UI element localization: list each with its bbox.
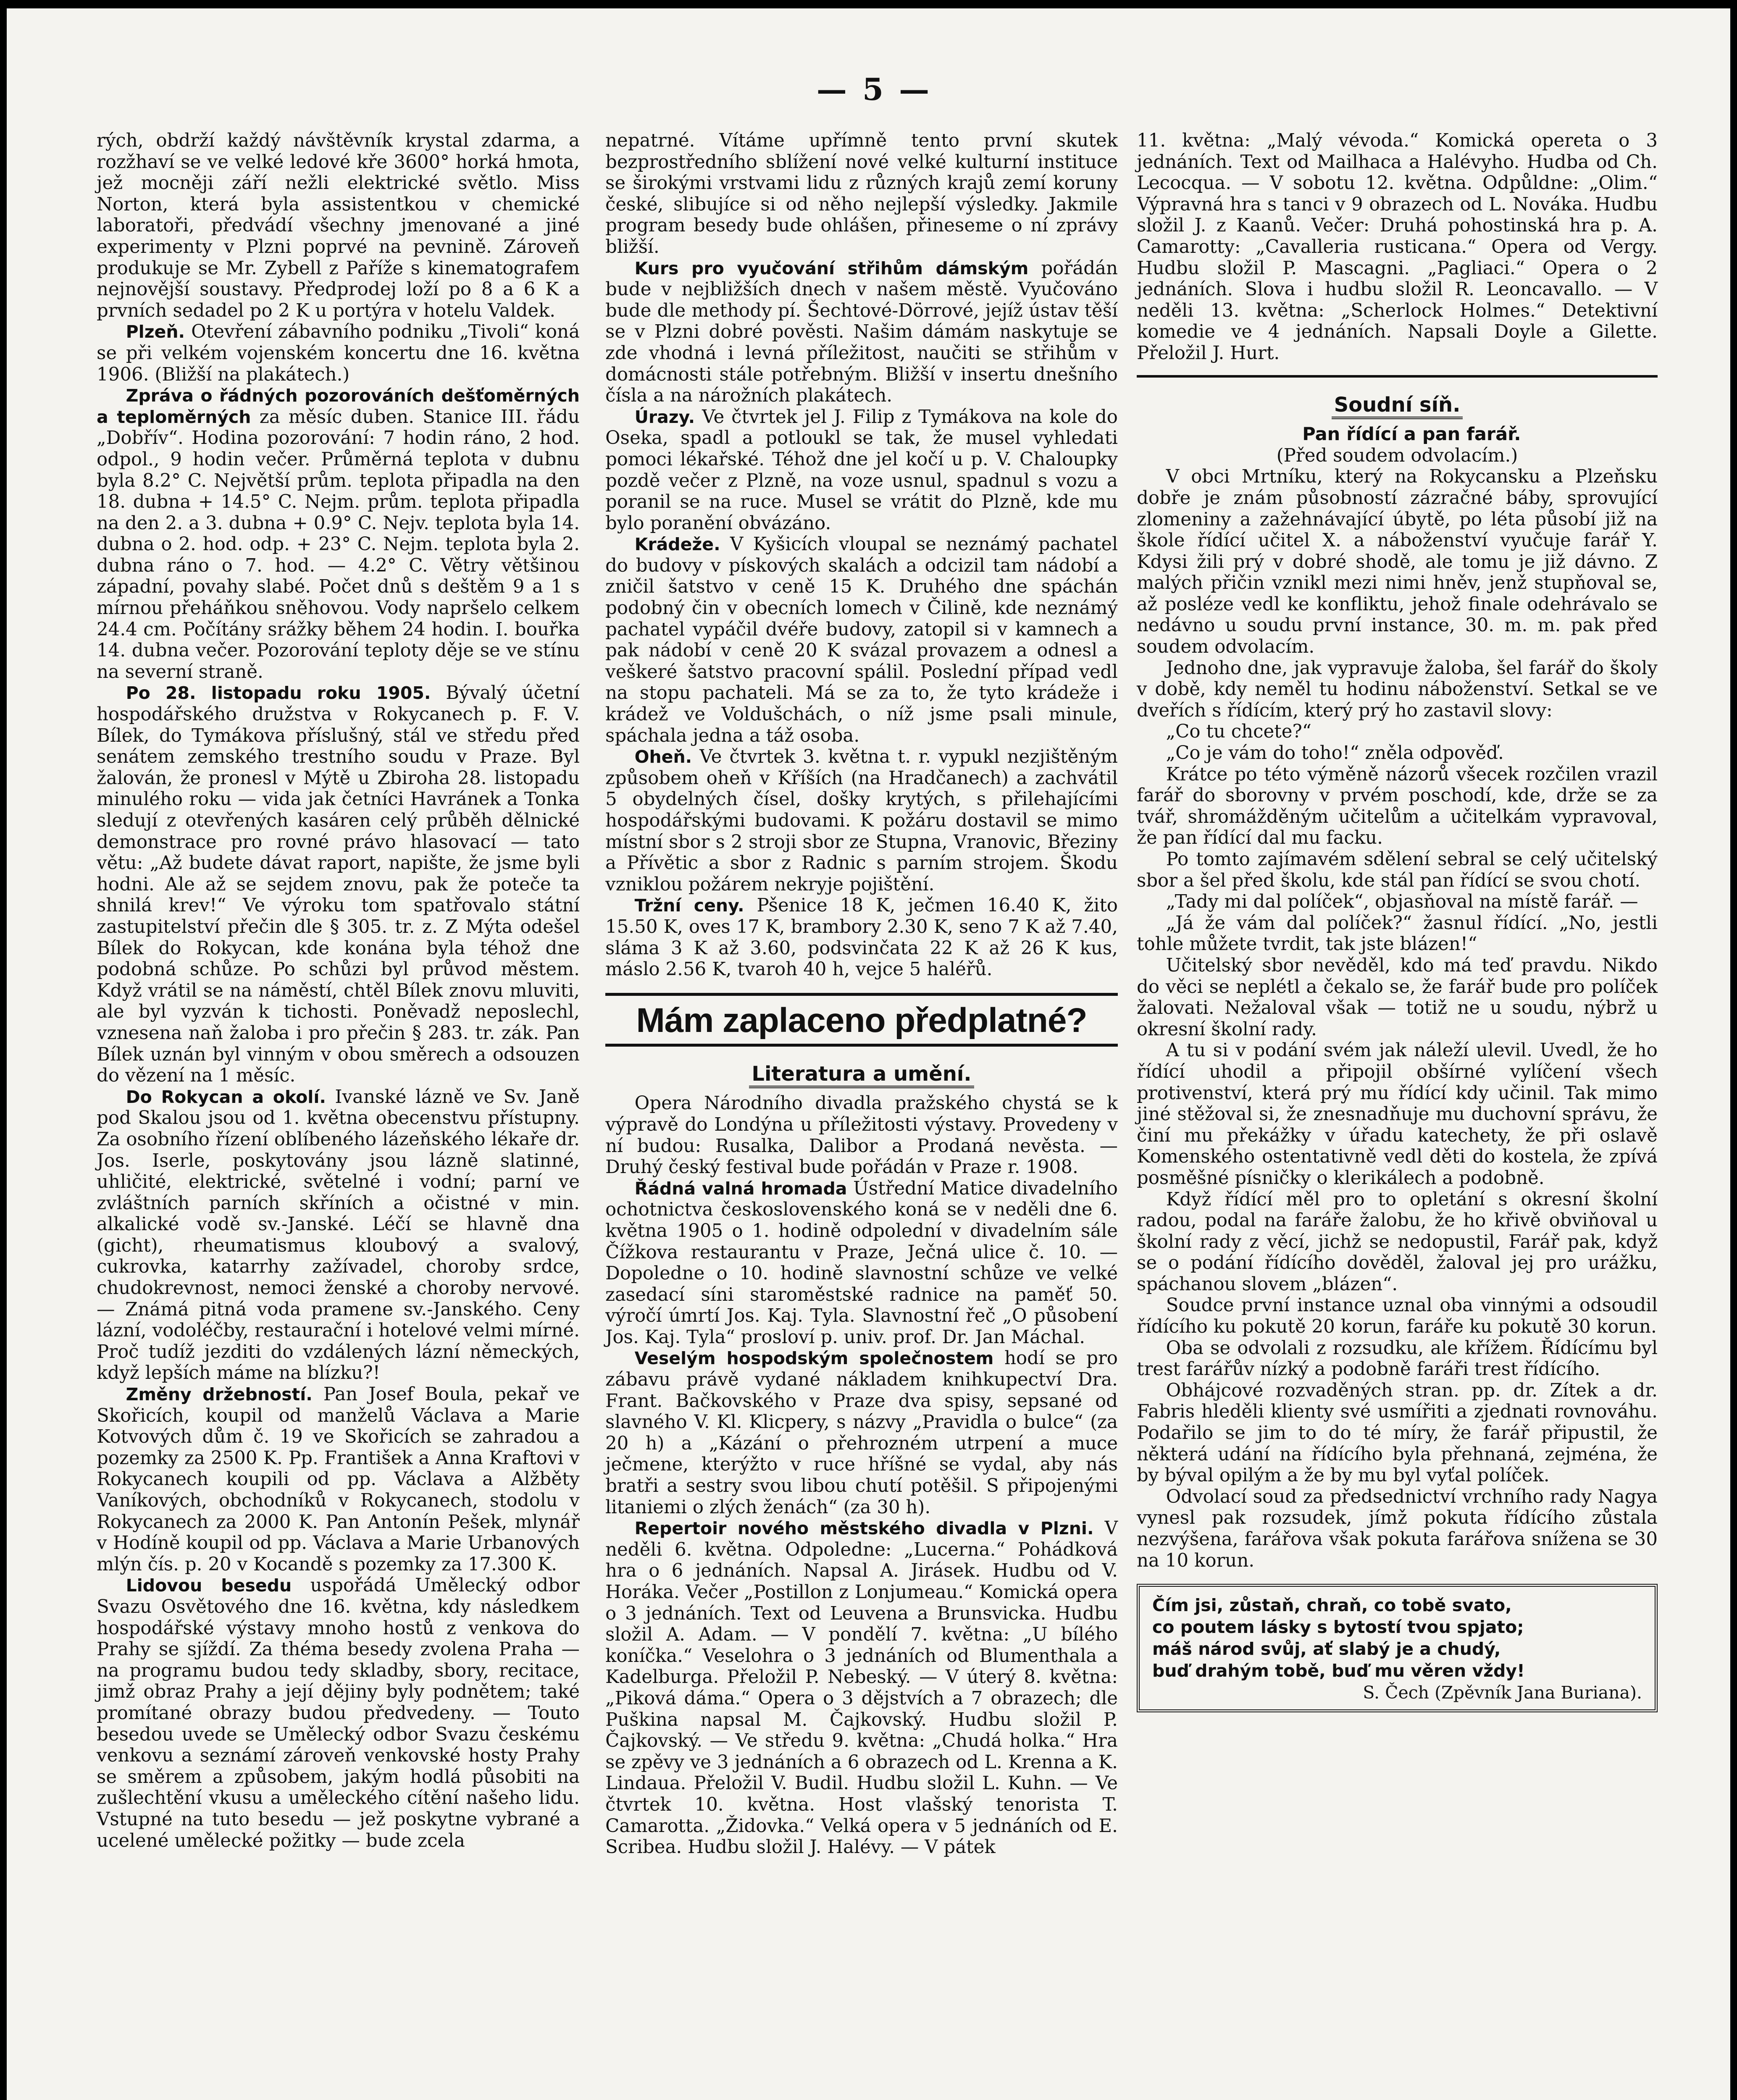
article-lead: Lidovou besedu [126, 1575, 292, 1596]
article-folk-event: Lidovou besedu uspořádá Umělecký odbor Svazu Osvětového dne 16. května, kdy následkem hospodářské výstavy mnoho hostů z venkova do Prahy se sjíždí. Za théma besedy zvolena Praha — na programu budou tedy skladby, sbory, recitace, jimž obraz Prahy a její dějiny byly podnětem; také promítané obrazy budou předvedeny. — Touto besedou uvede se Umělecký odbor Svazu českému venkovu a seznámí zároveň venkovské hosty Prahy se směrem a způsobem, jakým hodlá působiti na zušlechtění vkusu a uměleckého cítění našeho lidu. Vstupné na tuto besedu — jež poskytne vybrané a ucelené umělecké požitky — bude zcela [97, 1575, 580, 1851]
court-paragraph: Jednoho dne, jak vypravuje žaloba, šel farář do školy v době, kdy neměl tu hodinu náboženství. Setkal se ve dveřích s řídícím, který prý ho zastavil slovy: [1137, 657, 1658, 721]
court-paragraph: Po tomto zajímavém sdělení sebral se celý učitelský sbor a šel před školu, kde stál pan řídící se svou chotí. [1137, 849, 1658, 891]
article-property-changes: Změny držebností. Pan Josef Boula, pekař ve Skořicích, koupil od manželů Václava a Marie Kotvových dům č. 19 ve Skořicích se zahradou a pozemky za 2500 K. Pp. František a Anna Kraftovi v Rokycanech koupili od pp. Václava a Alžběty Vaníkových, obchodníků v Rokycanech, stodolu v Rokycanech za 2000 K. Pan Antonín Pešek, mlynář v Hodíně koupil od pp. Václava a Marie Urbanových mlýn čís. p. 20 v Kocandě s pozemky za 17.300 K. [97, 1384, 580, 1575]
court-paragraph: Soudce první instance uznal oba vinnými a odsoudil řídícího ku pokutě 20 korun, faráře ku pokutě 30 korun. [1137, 1295, 1658, 1338]
article-lead: Úrazy. [634, 407, 695, 427]
court-article-subtitle: (Před soudem odvolacím.) [1276, 445, 1518, 466]
article-lead: Oheň. [634, 747, 692, 767]
article-lead: Repertoir nového městského divadla v Plzni. [634, 1518, 1094, 1539]
article-lead: Kurs pro vyučování střihům dámským [634, 258, 1029, 278]
column-1 [97, 130, 580, 1851]
court-paragraph: Oba se odvolali z rozsudku, ale křížem. Řídícímu byl trest farářův nízký a podobně faráři trest řídícího. [1137, 1337, 1658, 1380]
court-section-title: Soudní síň. [1137, 394, 1658, 416]
article-sewing-course: Kurs pro vyučování střihům dámským pořádán bude v nejbližších dnech v našem městě. Vyučováno bude dle methody pí. Šechtové-Dörrové, jejíž ústav těší se v Plzni dobré pověsti. Našim dámám naskytuje se zde vhodná i levná příležitost, naučiti se střihům v domácnosti stále potřebným. Bližší v insertu dnešního čísla a na nárožních plakátech. [605, 257, 1118, 407]
page-number: — 5 — [816, 71, 932, 107]
article-opera-london: Opera Národního divadla pražského chystá se k výpravě do Londýna u příležitosti výstavy. Provedeny v ní budou: Rusalka, Dalibor a Prodaná nevěsta. — Druhý český festival bude pořádán v Praze r. 1908. [605, 1093, 1118, 1178]
article-lead: Tržní ceny. [634, 895, 744, 916]
court-paragraph: Odvolací soud za předsednictví vrchního rady Nagya vynesl pak rozsudek, jímž pokuta řídícího zůstala nezvýšena, farářova však pokuta farářova snížena se 30 na 10 korun. [1137, 1486, 1658, 1571]
court-paragraph: „Tady mi dal políček“, objasňoval na místě farář. — [1166, 891, 1638, 913]
court-article-title: Pan řídící a pan farář. [1302, 424, 1521, 445]
court-paragraph: „Já že vám dal políček?“ žasnul řídící. „No, jestli tohle můžete tvrdit, tak jste blázen!“ [1137, 912, 1658, 955]
court-paragraph: A tu si v podání svém jak náleží ulevil. Uvedl, že ho řídící uhodil a připojil obšírné vylíčení všech protivenství, která prý mu řídící kdy učinil. Tak mimo jiné stěžoval si, že znesnadňuje mu duchovní správu, že činí mu překážky v úřadu katechety, že při oslavě Komenského ostentativně vedl děti do kostela, že zpívá posměšné písničky o klerikálech a podobně. [1137, 1040, 1658, 1189]
literature-section-title: Literatura a umění. [605, 1063, 1118, 1085]
article-lead: Do Rokycan a okolí. [126, 1087, 326, 1107]
court-paragraph: „Co tu chcete?“ [1166, 721, 1312, 743]
court-paragraph: Když řídící měl pro to opletání s okresní školní radou, podal na faráře žalobu, že ho křivě obviňoval u školní rady z věcí, jichž se nedopustil, Farář pak, když se o podání řídícího dověděl, žaloval jej pro urážku, spáchanou slovem „blázen“. [1137, 1189, 1658, 1295]
article-folk-event-cont: nepatrné. Vítáme upřímně tento první skutek bezprostředního sblížení nové velké kulturní instituce se širokými vrstvami lidu z různých krajů zemí koruny české, slibujíce si od něho nejlepší výsledky. Jakmile program besedy bude ohlášen, přineseme o ní zprávy bližší. [605, 130, 1118, 257]
court-paragraph: V obci Mrtníku, který na Rokycansku a Plzeňsku dobře je znám působností zázračné báby, sprovující zlomeniny a zažehnávající úbytě, po léta působí již na škole řídící učitel X. a náboženství vyučuje farář Y. Kdysi žili prý v dobré shodě, ale tomu je již dávno. Z malých přičin vznikl mezi nimi hněv, jenž stupňoval se, až posléze vedl ke konfliktu, jehož finale odehrávalo se nedávno u soudu první instance, 30. m. m. pak před soudem odvolacím. [1137, 466, 1658, 658]
article-thefts: Krádeže. V Kyšicích vloupal se neznámý pachatel do budovy v pískových skalách a odcizil tam nádobí a zničil šatstvo v ceně 15 K. Druhého dne spáchán podobný čin v obecních lomech v Čilině, kde neznámý pachatel vypáčil dvéře budovy, zatopil si v kamnech a pak nádobí v ceně 20 K svázal provazem a odnesl a veškeré šatstvo pracovní spálil. Poslední případ vedl na stopu pachateli. Má se za to, že tyto krádeže i krádež ve Voldušchách, o níž jsme psali minule, spáchala jedna a táž osoba. [605, 534, 1118, 746]
article-general-meeting: Řádná valná hromada Ústřední Matice divadelního ochotnictva československého koná se v neděli dne 6. května 1905 o 1. hodině odpolední v divadelním sále Čížkova restaurantu v Praze, Ječná ulice č. 10. — Dopoledne o 10. hodině slavnostní schůze ve velké zasedací síni staroměstské radnice na paměť 50. výročí úmrtí Jos. Kaj. Tyla. Slavnostní řeč „O působení Jos. Kaj. Tyla“ prosloví p. univ. prof. Dr. Jan Máchal. [605, 1178, 1118, 1348]
article-crystal-show: rých, obdrží každý návštěvník krystal zdarma, a rozžhaví se ve velké ledové kře 3600° horká hmota, jež mocněji září nežli elektrické světlo. Miss Norton, která byla assistentkou v chemické laboratoři, předvádí všechny jmenované a jiné experimenty v Plzni poprvé na pevnině. Zároveň produkuje se Mr. Zybell z Paříže s kinematografem nejnovější soustavy. Předprodej loží po 8 a 6 K a prvních sedadel po 2 K u portýra v hotelu Valdek. [97, 130, 580, 321]
article-klicpera-books: Veselým hospodským společnostem hodí se pro zábavu právě vydané nákladem knihkupectví Dra. Frant. Bačkovského v Praze dva spisy, sepsané od slavného V. Kl. Klicpery, s názvy „Pravidla o bulce“ (za 20 h) a „Kázání o přehrozném utrpení a muce ječmene, kterýžto v ruce hříšné se vydal, aby nás bratři a sestry svou libou chutí potěšil. S připojenými litaniemi o zlých ženách“ (za 30 h). [605, 1348, 1118, 1518]
article-fire: Oheň. Ve čtvrtek 3. května t. r. vypukl nezjištěným způsobem oheň v Kříších (na Hradčanech) a zachvátil 5 obydelných čísel, došky krytých, s přilehajícími hospodářskými budovami. K požáru dostavil se mimo místní sbor s 2 stroji sbor ze Stupna, Vranovic, Březiny a Přívětic a sbor z Radnic s parním strojem. Škodu vzniklou požárem nekryje pojištění. [605, 746, 1118, 895]
poem-line: Čím jsi, zůstaň, chraň, co tobě svato, [1152, 1595, 1512, 1616]
subscription-banner: Mám zaplaceno předplatné? [605, 993, 1118, 1047]
court-paragraph: Obhájcové rozvaděných stran. pp. dr. Zítek a dr. Fabris hleděli klienty své usmířiti a zjednati rovnováhu. Podařilo se jim to do té míry, že farář připustil, že některá udání na řídícího byla přehnaná, zejména, že by býval opilým a že by mu byl vyťal políček. [1137, 1380, 1658, 1486]
article-lead: Řádná valná hromada [634, 1178, 847, 1199]
court-paragraph: „Co je vám do toho!“ zněla odpověď. [1166, 743, 1504, 764]
article-lead: Změny držebností. [126, 1384, 313, 1405]
poem-line: máš národ svůj, ať slabý je a chudý, [1152, 1639, 1501, 1659]
court-paragraph: Učitelský sbor nevěděl, kdo má teď pravdu. Nikdo do věci se neplétl a čekalo se, že farář bude pro políček žalovati. Nežaloval však — totiž ne u soudu, nýbrž u okresní školní rady. [1137, 955, 1658, 1040]
article-theatre-repertoire: Repertoir nového městského divadla v Plzni. V neděli 6. května. Odpoledne: „Lucerna.“ Pohádková hra o 6 jednáních. Napsal A. Jirásek. Hudbu od V. Horáka. Večer „Postillon z Lonjumeau.“ Komická opera o 3 jednáních. Text od Leuvena a Brunsvicka. Hudbu složil A. Adam. — V pondělí 7. května: „U bílého koníčka.“ Veselohra o 3 jednáních od Blumenthala a Kadelburga. Přeložil P. Nebeský. — V úterý 8. května: „Piková dáma.“ Opera o 3 dějstvích a 7 obrazech; dle Puškina napsal M. Čajkovský. Hudbu složil P. Čajkovský. — Ve středu 9. května: „Chudá holka.“ Hra se zpěvy ve 3 jednáních a 6 obrazech od L. Krenna a K. Lindaua. Přeložil V. Budil. Hudbu složil L. Kuhn. — Ve čtvrtek 10. května. Host vlašský tenorista T. Camarotta. „Židovka.“ Velká opera v 5 jednáních od E. Scribea. Hudbu složil J. Halévy. — V pátek [605, 1518, 1118, 1858]
divider [1137, 375, 1658, 378]
column-3 [1137, 130, 1658, 1712]
article-lead: Zpráva o řádných pozorováních dešťoměrných a teploměrných [97, 386, 580, 427]
article-weather-report: Zpráva o řádných pozorováních dešťoměrných a teploměrných za měsíc duben. Stanice III. řádu „Dobřív“. Hodina pozorování: 7 hodin ráno, 2 hod. odpol., 9 hodin večer. Průměrná teplota v dubnu byla 8.2° C. Největší prům. teplota připadla na den 18. dubna + 14.5° C. Nejm. prům. teplota připadla na den 2. a 3. dubna + 0.9° C. Nejv. teplota byla 14. dubna o 2. hod. odp. + 23° C. Nejm. teplota byla 2. dubna ráno o 7. hod. — 4.2° C. Větry většinou západní, povahy slabé. Počet dnů s deštěm 9 a 1 s mírnou přeháňkou sněhovou. Vody napršelo celkem 24.4 cm. Počítány srážky během 24 hodin. I. bouřka 14. dubna večer. Pozorování teploty děje se ve stínu na severní straně. [97, 386, 580, 682]
article-lead: Plzeň. [126, 322, 185, 342]
article-market-prices: Tržní ceny. Pšenice 18 K, ječmen 16.40 K, žito 15.50 K, oves 17 K, brambory 2.30 K, seno 7 K až 7.40, sláma 3 K až 3.60, podsvinčata 22 K až 26 K kus, máslo 2.56 K, tvaroh 40 h, vejce 5 haléřů. [605, 895, 1118, 980]
newspaper-page [7, 8, 1730, 2100]
article-lead: Po 28. listopadu roku 1905. [126, 683, 431, 704]
article-lead: Krádeže. [634, 534, 720, 555]
poem-box [1137, 1584, 1658, 1712]
court-paragraph: Krátce po této výměně názorů všecek rozčilen vrazil farář do sborovny v prvém poschodí, kde, drže se za tvář, shromážděným učitelům a učitelkám vypravoval, že pan řídící dal mu facku. [1137, 764, 1658, 849]
article-spa: Do Rokycan a okolí. Ivanské lázně ve Sv. Janě pod Skalou jsou od 1. května obecenstvu přístupny. Za osobního řízení oblíbeného lázeňského lékaře dr. Jos. Iserle, poskytovány jsou lázně slatinné, uhličité, elektrické, světelné i vodní; parní ve zvláštních parních skříních a očistné v min. alkalické vodě sv.-Janské. Léčí se hlavně dna (gicht), rheumatismus kloubový a svalový, cukrovka, katarrhy zažívadel, choroby srdce, chudokrevnost, nemoci ženské a choroby nervové. — Známá pitná voda pramene sv.-Janského. Ceny lázní, vodoléčby, restaurační i hotelové velmi mírné. Proč tudíž jezditi do vzdálených lázní německých, když lepších máme na blízku?! [97, 1086, 580, 1384]
poem-signature: S. Čech (Zpěvník Jana Buriana). [1363, 1683, 1642, 1703]
article-tivoli: Plzeň. Otevření zábavního podniku „Tivoli“ koná se při velkém vojenském koncertu dne 16. května 1906. (Bližší na plakátech.) [97, 321, 580, 385]
poem-line: co poutem lásky s bytostí tvou spjato; [1152, 1617, 1524, 1638]
column-2 [605, 130, 1118, 1858]
article-lead: Veselým hospodským společnostem [634, 1348, 994, 1369]
article-theatre-repertoire-cont: 11. května: „Malý vévoda.“ Komická opereta o 3 jednáních. Text od Mailhaca a Halévyho. Hudba od Ch. Lecocqua. — V sobotu 12. května. Odpůldne: „Olim.“ Výpravná hra s tanci v 9 obrazech od L. Nováka. Hudbu složil J. z Kaanů. Večer: Druhá pohostinská hra p. A. Camarotty: „Cavalleria rusticana.“ Opera od Vergy. Hudbu složil P. Mascagni. „Pagliaci.“ Opera o 2 jednáních. Slova i hudbu složil R. Leoncavallo. — V neděli 13. května: „Scherlock Holmes.“ Detektivní komedie ve 4 jednáních. Napsali Doyle a Gilette. Přeložil J. Hurt. [1137, 130, 1658, 364]
article-bilek-trial: Po 28. listopadu roku 1905. Bývalý účetní hospodářského družstva v Rokycanech p. F. V. Bílek, do Tymákova příslušný, stál ve středu před senátem zemského trestního soudu v Praze. Byl žalován, že pronesl v Mýtě u Zbiroha 28. listopadu minulého roku — vida jak četníci Havránek a Tonka sledují z otevřených kasáren celý průběh dělnické demonstrace pro rovné právo hlasovací — tato větu: „Až budete dávat raport, napište, že jsme byli hodni. Ale až se sejdem znovu, pak že poteče ta shnilá krev!“ Ve výroku tom spatřovalo státní zastupitelství přečin dle § 305. tr. z. Z Mýta odešel Bílek do Rokycan, kde konána byla téhož dne podobná schůze. Po schůzi byl průvod městem. Když vrátil se na náměstí, chtěl Bílek znovu mluviti, ale byl vyzván k tichosti. Poněvadž neposlechl, vznesena naň žaloba i pro přečin § 283. tr. zák. Pan Bílek uznán byl vinným v obou směrech a odsouzen do vězení na 1 měsíc. [97, 682, 580, 1087]
poem-line: buď drahým tobě, buď mu věren vždy! [1152, 1661, 1525, 1681]
article-accidents: Úrazy. Ve čtvrtek jel J. Filip z Tymákova na kole do Oseka, spadl a potloukl se tak, že musel vyhledati pomoci lékařské. Téhož dne jel kočí u p. V. Chaloupky pozdě večer z Plzně, na voze usnul, spadnul s vozu a poranil se na ruce. Musel se vrátit do Plzně, kde mu bylo poranění obvázáno. [605, 406, 1118, 534]
